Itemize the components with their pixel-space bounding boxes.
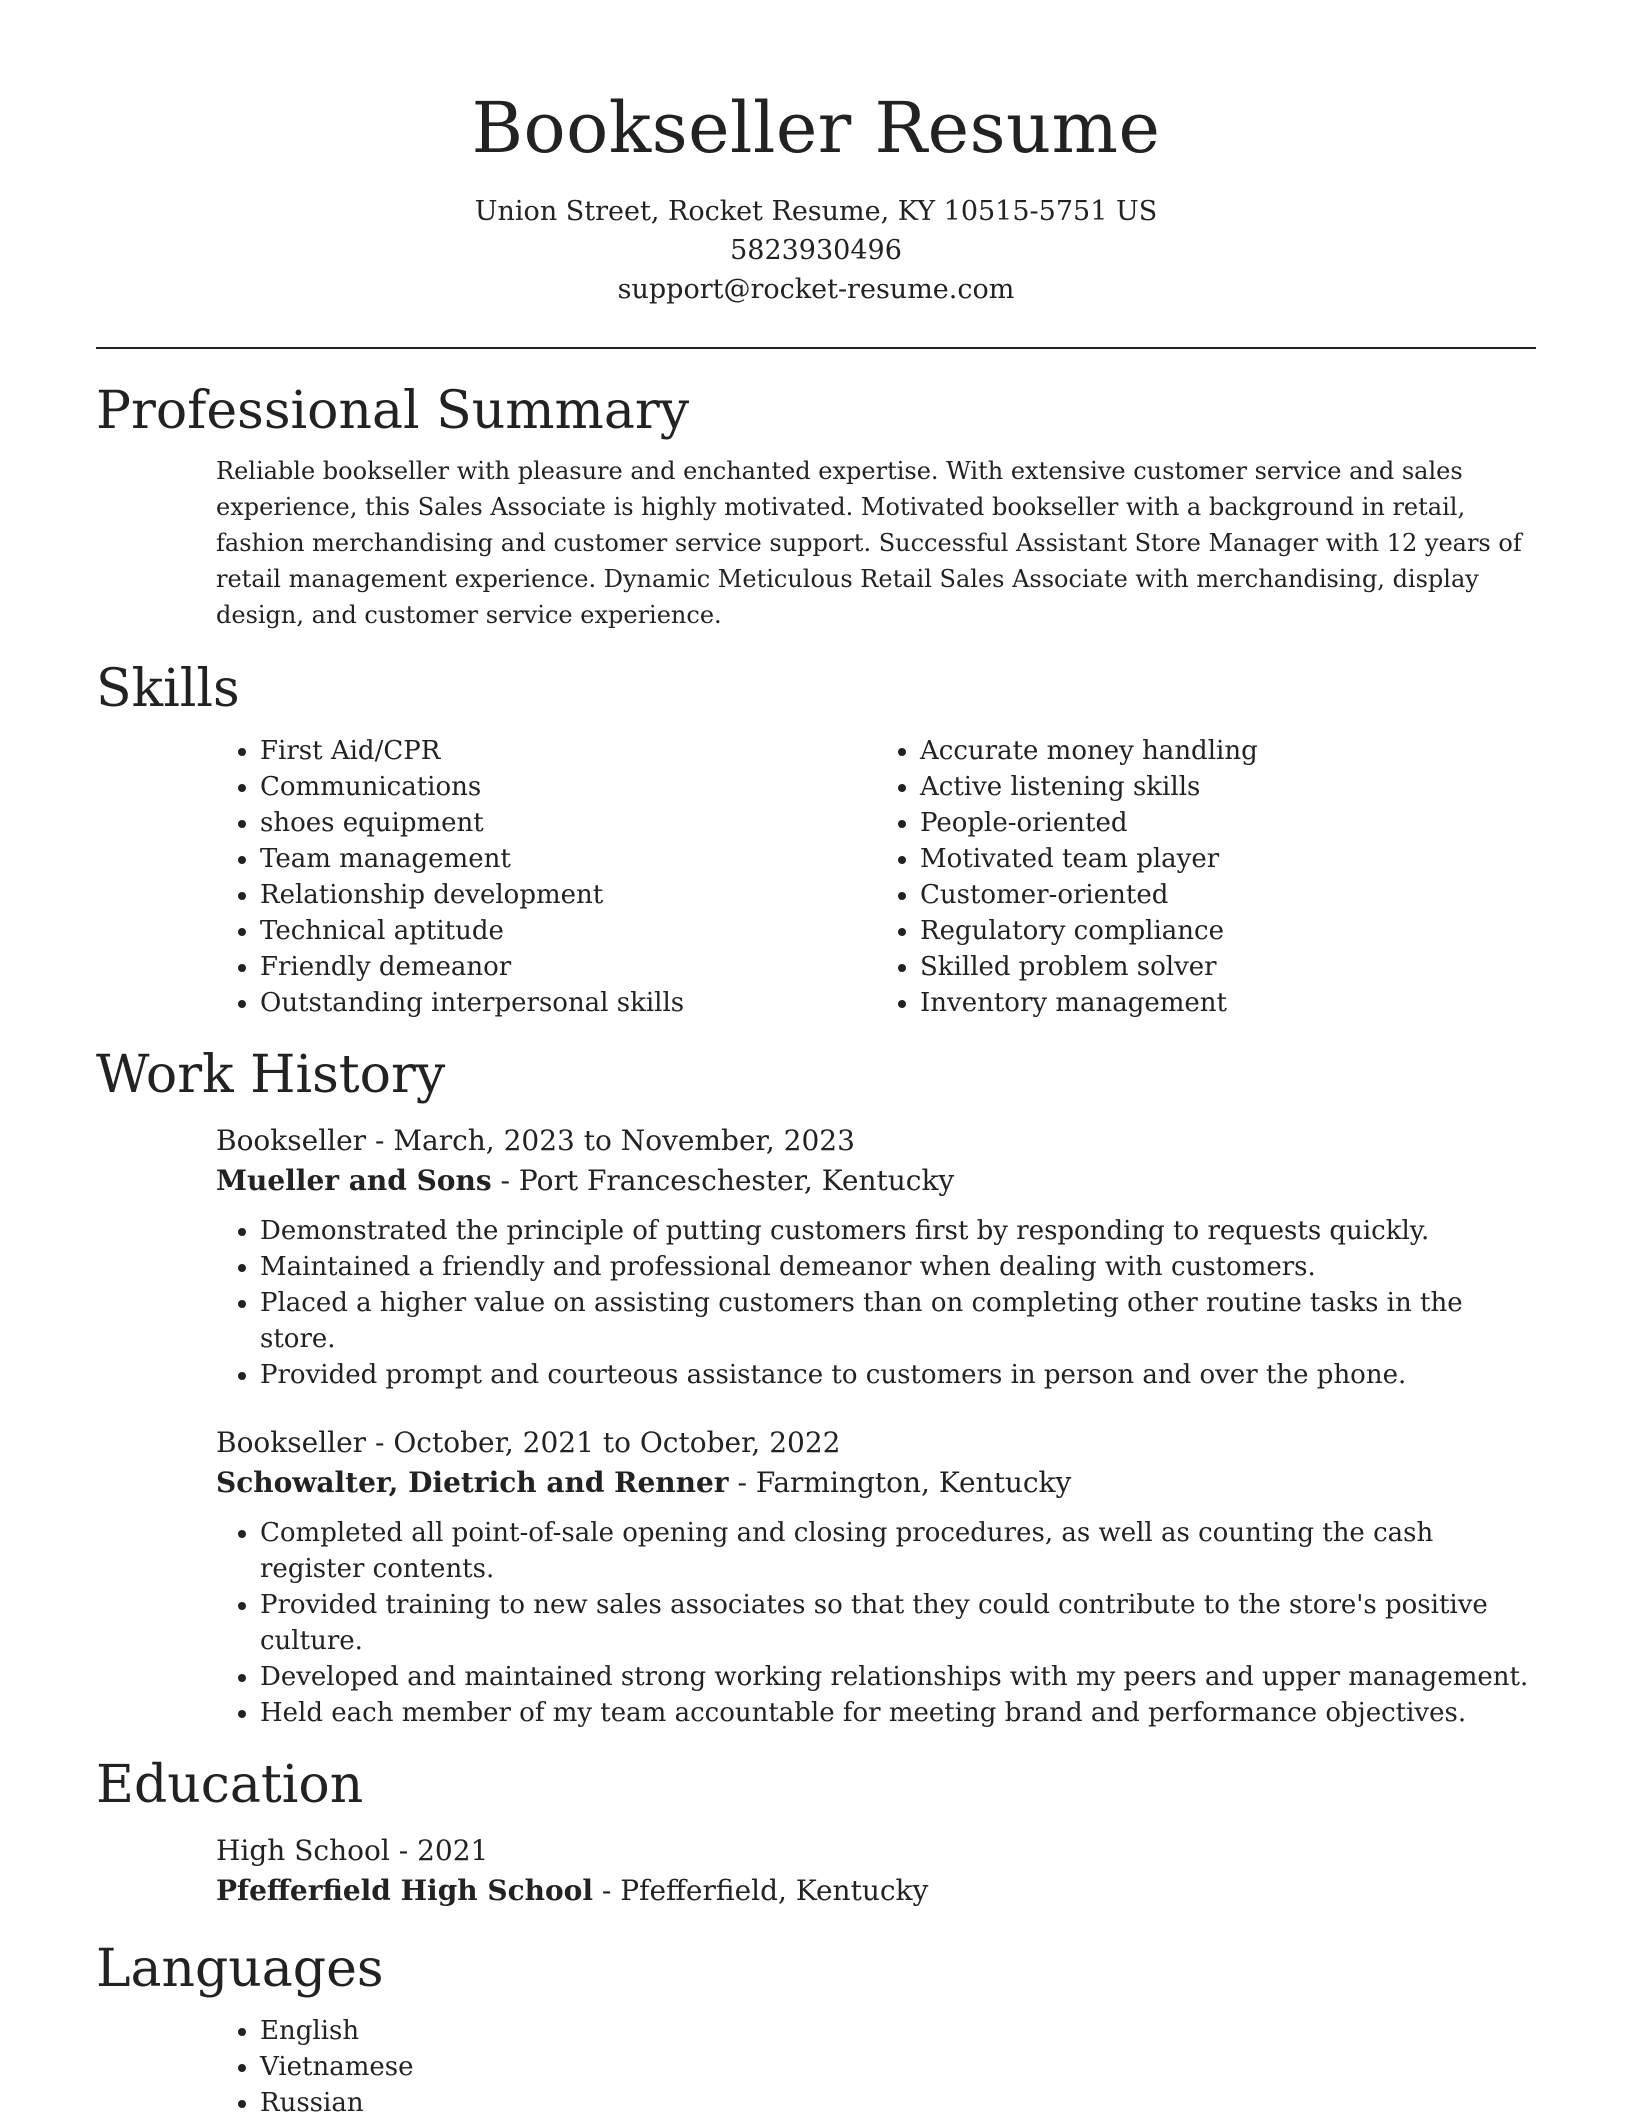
language-item: • Vietnamese — [260, 2049, 1536, 2085]
job-dates: March, 2023 to November, 2023 — [393, 1124, 855, 1157]
skills-heading: Skills — [96, 659, 240, 719]
header-divider — [96, 347, 1536, 349]
job-company: Schowalter, Dietrich and Renner — [216, 1466, 729, 1499]
languages-list — [216, 2013, 1536, 2121]
job-entry — [216, 1423, 1536, 1731]
job-duties — [216, 1515, 1536, 1731]
work-history-section — [96, 1043, 1536, 1731]
job-title-line: Bookseller - October, 2021 to October, 2022 — [216, 1426, 841, 1459]
education-heading: Education — [96, 1755, 364, 1815]
skill-item: • Motivated team player — [920, 841, 1536, 877]
job-company-line: Schowalter, Dietrich and Renner - Farmington, Kentucky — [216, 1466, 1072, 1499]
languages-section — [96, 1937, 1536, 2121]
job-duty: • Held each member of my team accountable for meeting brand and performance objectives. — [260, 1695, 1536, 1731]
job-location: Farmington, Kentucky — [755, 1466, 1072, 1499]
skill-item: • Regulatory compliance — [920, 913, 1536, 949]
contact-info — [96, 192, 1536, 309]
job-title: Bookseller — [216, 1124, 367, 1157]
education-school: Pfefferfield High School — [216, 1874, 593, 1907]
skills-column-left — [216, 733, 876, 1021]
skill-item: • Skilled problem solver — [920, 949, 1536, 985]
education-school-line: Pfefferfield High School - Pfefferfield, Kentucky — [216, 1874, 929, 1907]
skill-item: • Relationship development — [260, 877, 876, 913]
job-duty: • Provided training to new sales associates so that they could contribute to the store's positive culture. — [260, 1587, 1536, 1659]
skill-item: • Inventory management — [920, 985, 1536, 1021]
skills-column-right — [876, 733, 1536, 1021]
education-degree-line: High School - 2021 — [216, 1834, 489, 1867]
job-entry — [216, 1121, 1536, 1393]
skills-section — [96, 657, 1536, 1021]
contact-phone: 5823930496 — [730, 235, 902, 266]
education-section — [96, 1753, 1536, 1911]
skill-item: • First Aid/CPR — [260, 733, 876, 769]
job-title-line: Bookseller - March, 2023 to November, 2023 — [216, 1124, 855, 1157]
resume-title: Bookseller Resume — [471, 87, 1161, 169]
job-duty: • Completed all point-of-sale opening and closing procedures, as well as counting the cash register contents. — [260, 1515, 1536, 1587]
job-company: Mueller and Sons — [216, 1164, 492, 1197]
contact-email: support@rocket-resume.com — [617, 274, 1015, 305]
skill-item: • Technical aptitude — [260, 913, 876, 949]
language-item: • English — [260, 2013, 1536, 2049]
skill-item: • Friendly demeanor — [260, 949, 876, 985]
language-item: • Russian — [260, 2085, 1536, 2121]
job-location: Port Franceschester, Kentucky — [518, 1164, 955, 1197]
education-entry — [216, 1831, 1536, 1911]
job-duty: • Maintained a friendly and professional demeanor when dealing with customers. — [260, 1249, 1536, 1285]
skill-item: • Accurate money handling — [920, 733, 1536, 769]
job-company-line: Mueller and Sons - Port Franceschester, Kentucky — [216, 1164, 955, 1197]
job-duty: • Developed and maintained strong working relationships with my peers and upper management. — [260, 1659, 1536, 1695]
summary-section — [96, 379, 1536, 633]
work-history-heading: Work History — [96, 1045, 446, 1105]
skill-item: • Customer-oriented — [920, 877, 1536, 913]
skill-item: • Active listening skills — [920, 769, 1536, 805]
education-location: Pfefferfield, Kentucky — [620, 1874, 929, 1907]
summary-text: Reliable bookseller with pleasure and enchanted expertise. With extensive customer service and sales experience, this Sales Associate is highly motivated. Motivated bookseller with a background in retail, fashion merchandising and customer service support. Successful Assistant Store Manager with 12 years of retail management experience. Dynamic Meticulous Retail Sales Associate with merchandising, display design, and customer service experience. — [216, 457, 1522, 629]
skill-item: • People-oriented — [920, 805, 1536, 841]
summary-heading: Professional Summary — [96, 381, 690, 441]
skills-list — [216, 733, 1536, 1021]
languages-heading: Languages — [96, 1939, 384, 1999]
job-title: Bookseller — [216, 1426, 367, 1459]
contact-address: Union Street, Rocket Resume, KY 10515-5751 US — [474, 196, 1158, 227]
job-duty: • Placed a higher value on assisting customers than on completing other routine tasks in the store. — [260, 1285, 1536, 1357]
education-degree: High School — [216, 1834, 390, 1867]
job-duties — [216, 1213, 1536, 1393]
skill-item: • Outstanding interpersonal skills — [260, 985, 876, 1021]
skill-item: • shoes equipment — [260, 805, 876, 841]
skill-item: • Communications — [260, 769, 876, 805]
job-duty: • Provided prompt and courteous assistance to customers in person and over the phone. — [260, 1357, 1536, 1393]
skill-item: • Team management — [260, 841, 876, 877]
education-year: 2021 — [417, 1834, 489, 1867]
resume-header — [96, 0, 1536, 309]
job-dates: October, 2021 to October, 2022 — [393, 1426, 841, 1459]
job-duty: • Demonstrated the principle of putting customers first by responding to requests quickly. — [260, 1213, 1536, 1249]
